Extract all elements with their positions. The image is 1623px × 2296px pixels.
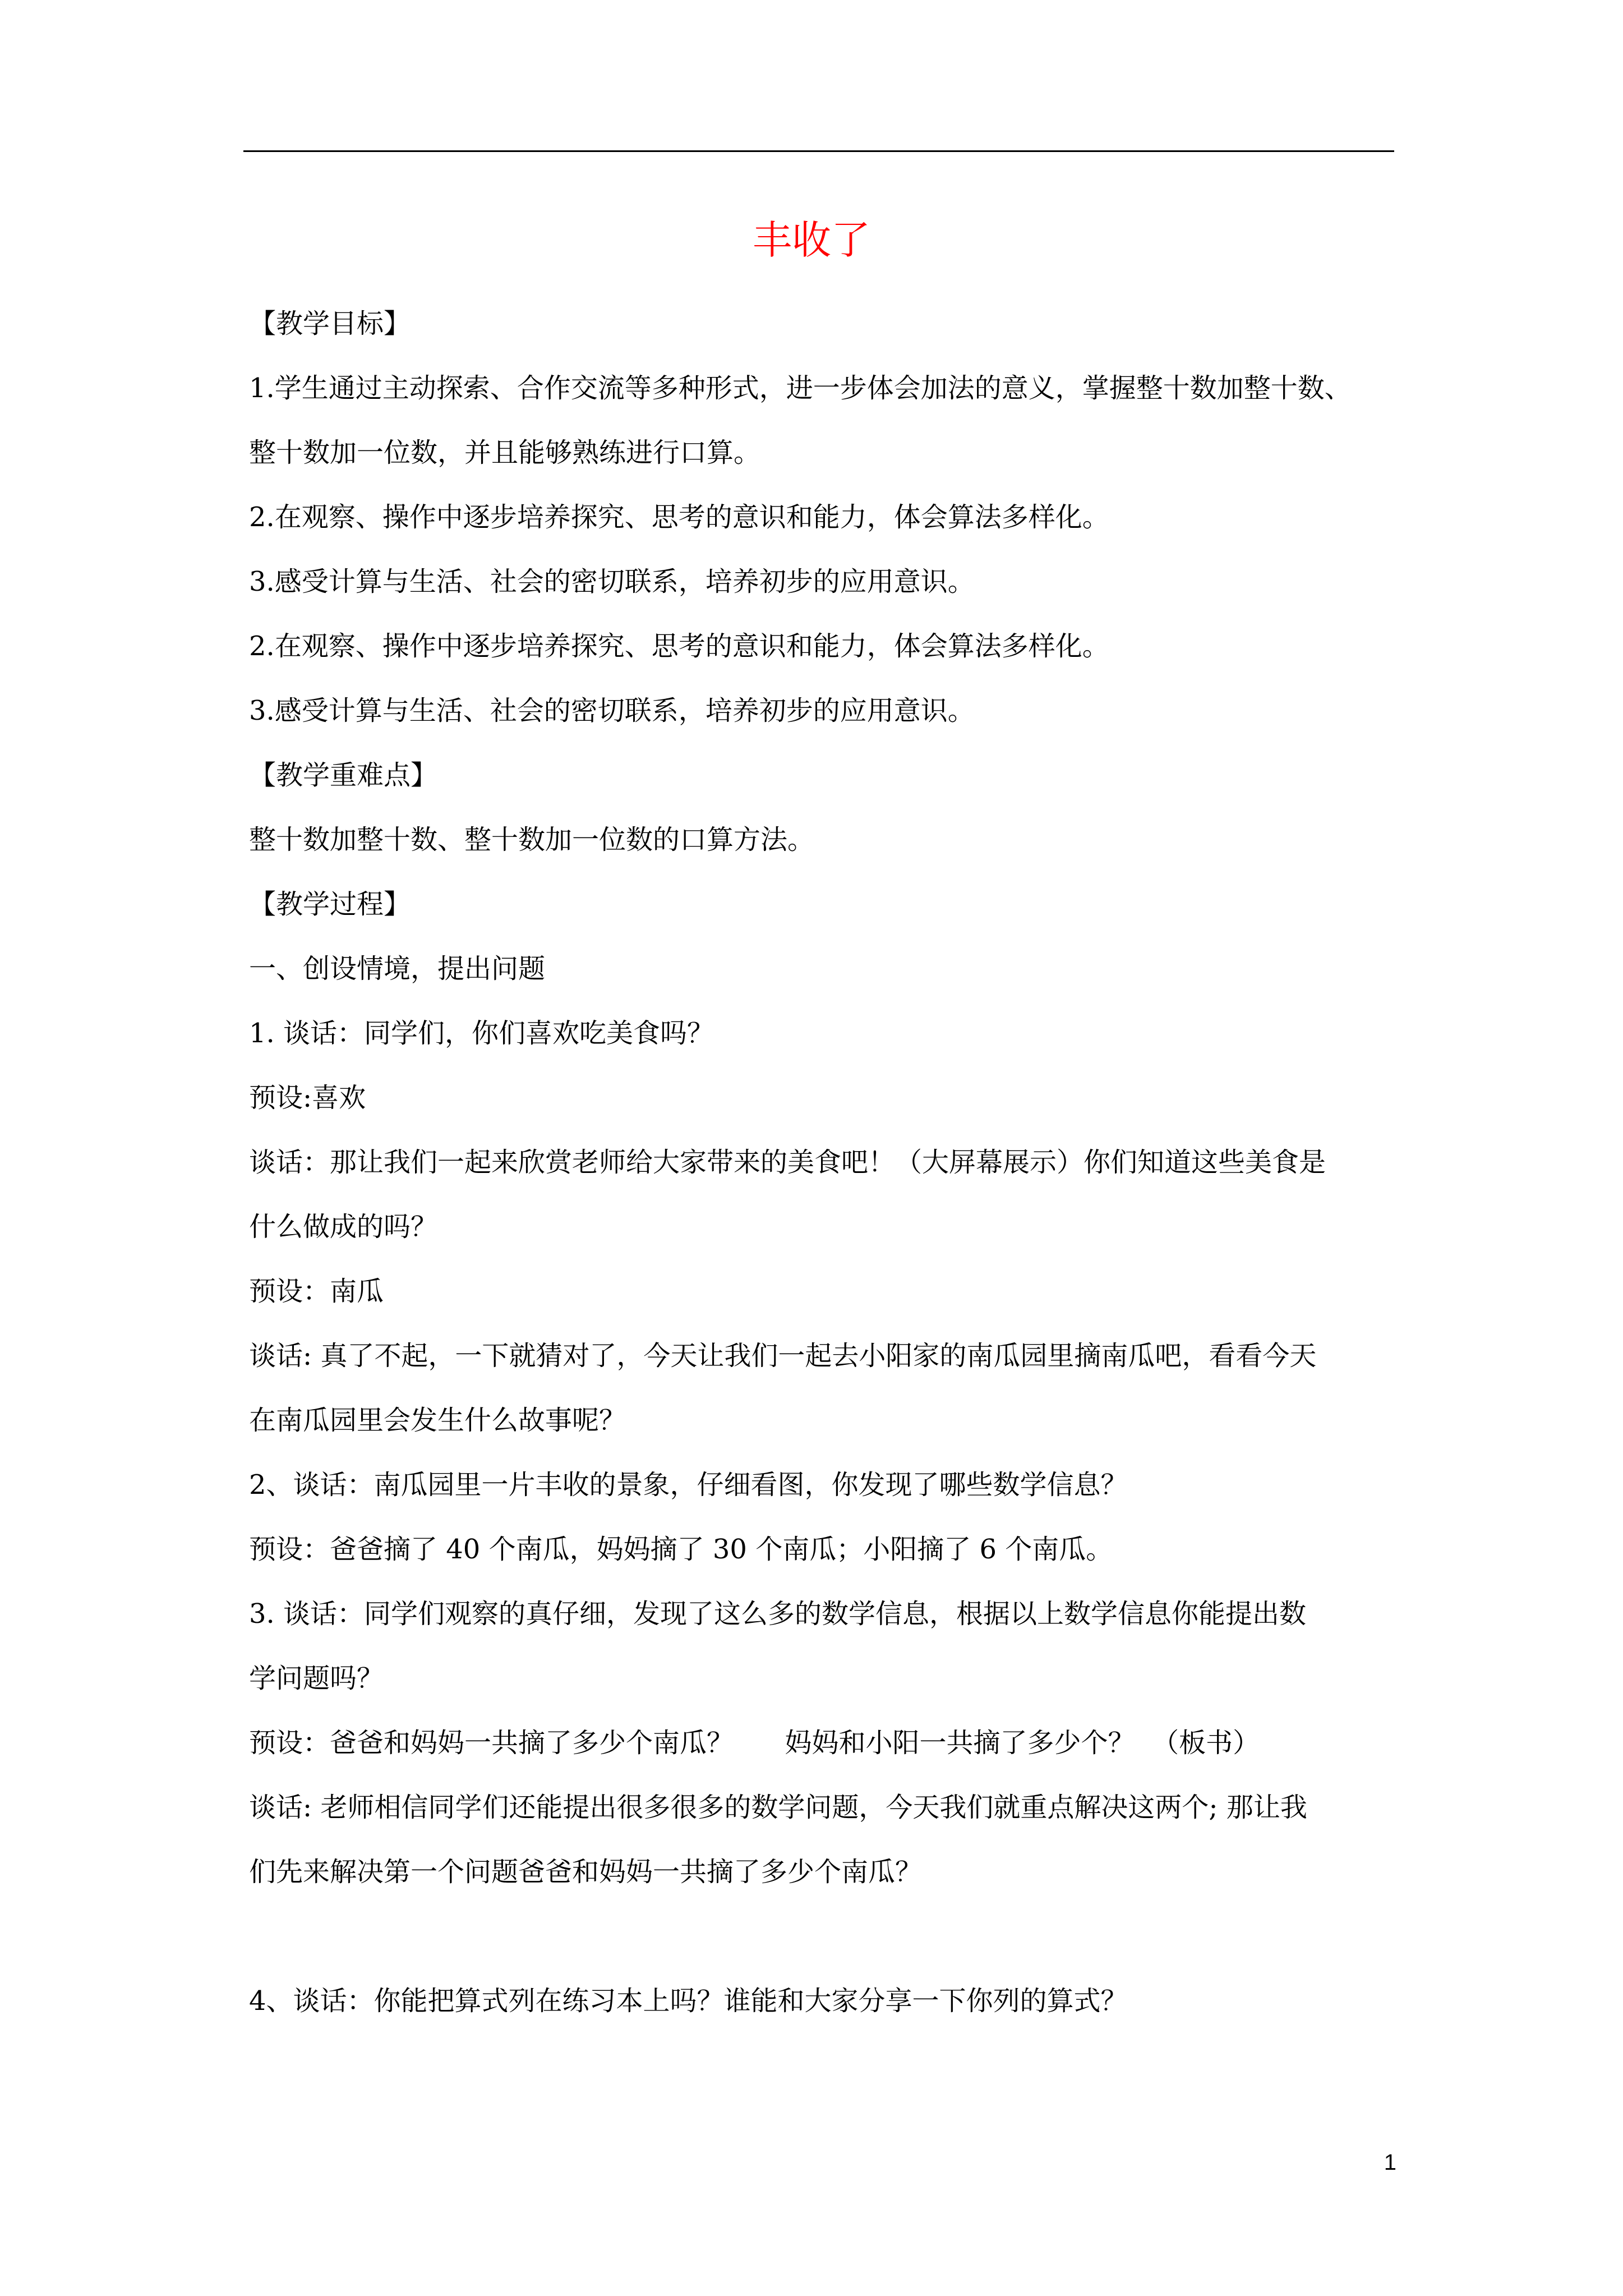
- paragraph-line: 预设:喜欢: [249, 1082, 366, 1114]
- paragraph-line: 谈话: 真了不起，一下就猜对了，今天让我们一起去小阳家的南瓜园里摘南瓜吧，看看今天: [249, 1340, 1317, 1372]
- paragraph-line: 在南瓜园里会发生什么故事呢？: [249, 1405, 626, 1436]
- header-rule: [243, 150, 1394, 152]
- paragraph-line: 2.在观察、操作中逐步培养探究、思考的意识和能力，体会算法多样化。: [249, 631, 1109, 662]
- paragraph-line: 2、谈话：南瓜园里一片丰收的景象，仔细看图，你发现了哪些数学信息？: [249, 1469, 1128, 1501]
- paragraph-line: 整十数加整十数、整十数加一位数的口算方法。: [249, 824, 815, 855]
- paragraph-line: 3. 谈话：同学们观察的真仔细，发现了这么多的数学信息，根据以上数学信息你能提出数: [249, 1598, 1307, 1630]
- paragraph-line: 预设：南瓜: [249, 1276, 384, 1307]
- section-heading-objectives: 【教学目标】: [249, 308, 411, 339]
- section-heading-process: 【教学过程】: [249, 889, 411, 920]
- paragraph-line: 1. 谈话：同学们，你们喜欢吃美食吗？: [249, 1018, 714, 1049]
- paragraph-line: 1.学生通过主动探索、合作交流等多种形式，进一步体会加法的意义，掌握整十数加整十数、: [249, 372, 1352, 404]
- document-body: [249, 292, 1394, 2033]
- paragraph-line: 们先来解决第一个问题爸爸和妈妈一共摘了多少个南瓜？: [249, 1856, 923, 1888]
- paragraph-line: 3.感受计算与生活、社会的密切联系，培养初步的应用意识。: [249, 695, 975, 726]
- paragraph-line: 学问题吗？: [249, 1663, 384, 1694]
- paragraph-line: 2.在观察、操作中逐步培养探究、思考的意识和能力，体会算法多样化。: [249, 501, 1109, 533]
- subsection-heading: 一、创设情境，提出问题: [249, 953, 546, 984]
- paragraph-line: 4、谈话：你能把算式列在练习本上吗？谁能和大家分享一下你列的算式？: [249, 1985, 1128, 2017]
- page-number: 1: [1384, 2150, 1396, 2175]
- paragraph-line: 谈话: 老师相信同学们还能提出很多很多的数学问题，今天我们就重点解决这两个; 那让我: [249, 1792, 1307, 1823]
- paragraph-line: 3.感受计算与生活、社会的密切联系，培养初步的应用意识。: [249, 566, 975, 597]
- paragraph-line: 预设：爸爸摘了 40 个南瓜，妈妈摘了 30 个南瓜；小阳摘了 6 个南瓜。: [249, 1534, 1113, 1565]
- section-heading-key-points: 【教学重难点】: [249, 760, 438, 791]
- paragraph-line: 预设：爸爸和妈妈一共摘了多少个南瓜？ 妈妈和小阳一共摘了多少个？ （板书）: [249, 1727, 1260, 1759]
- paragraph-line: 谈话：那让我们一起来欣赏老师给大家带来的美食吧！（大屏幕展示）你们知道这些美食是: [249, 1147, 1326, 1178]
- paragraph-line: 整十数加一位数，并且能够熟练进行口算。: [249, 437, 761, 468]
- document-title: 丰收了: [753, 217, 870, 263]
- paragraph-line: 什么做成的吗？: [249, 1211, 438, 1243]
- blank-line: [249, 1904, 1394, 1969]
